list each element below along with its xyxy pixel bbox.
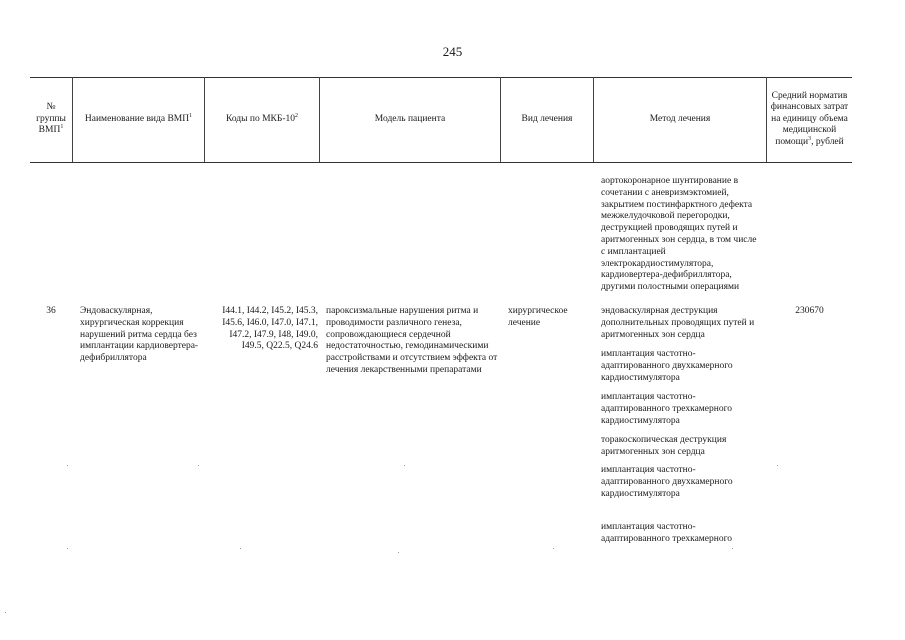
method-item: имплантация частотно-адаптированного трехкамерного bbox=[601, 522, 733, 544]
row-icd-codes: I44.1, I44.2, I45.2, I45.3, I45.6, I46.0, I47.0, I47.1, I47.2, I47.9, I48, I49.0, I49.5, Q22.5, Q24.6 bbox=[222, 306, 318, 352]
method-item: имплантация частотно-адаптированного двухкамерного кардиостимулятора bbox=[601, 349, 733, 383]
header-treatment-method: Метод лечения bbox=[649, 113, 711, 124]
scan-speck bbox=[5, 612, 6, 613]
scan-speck bbox=[198, 465, 199, 466]
scan-speck bbox=[732, 548, 733, 549]
method-item: эндоваскулярная деструкция дополнительных проводящих путей и аритмогенных зон сердца bbox=[601, 306, 755, 340]
page-number: 245 bbox=[442, 44, 463, 59]
row-treatment-type: хирургическое лечение bbox=[508, 306, 568, 328]
method-item: имплантация частотно-адаптированного трехкамерного кардиостимулятора bbox=[601, 392, 733, 426]
header-icd-codes: Коды по МКБ-$10^2$ bbox=[225, 112, 299, 124]
header-cost-norm: Средний норматив финансовых затрат на единицу объема медицинской помощи$^3$, рублей bbox=[770, 90, 849, 147]
scan-speck bbox=[67, 465, 68, 466]
scan-speck bbox=[240, 548, 241, 549]
row-vmp-name: Эндоваскулярная, хирургическая коррекция нарушений ритма сердца без имплантации кардиовертера-дефибриллятора bbox=[80, 306, 199, 364]
method-item: имплантация частотно-адаптированного двухкамерного кардиостимулятора bbox=[601, 465, 733, 499]
scan-speck bbox=[67, 548, 68, 549]
method-item: торакоскопическая деструкция аритмогенных зон сердца bbox=[601, 435, 727, 457]
scan-speck bbox=[404, 465, 405, 466]
header-treatment-type: Вид лечения bbox=[521, 113, 573, 124]
row-patient-model: пароксизмальные нарушения ритма и проводимости различного генеза, сопровождающиеся сердечной недостаточностью, гемодинамическими расстройствами и отсутствием эффекта от лечения лекарственными препаратами bbox=[326, 306, 498, 375]
header-vmp-name: Наименование вида ВМП$^1$ bbox=[84, 112, 193, 124]
scan-speck bbox=[777, 465, 778, 466]
method-item: аортокоронарное шунтирование в сочетании с аневризмэктомией, закрытием постинфарктного дефекта межжелудочковой перегородки, деструкцией проводящих путей и аритмогенных зон сердца, в том числе с имплантацией электрокардиостимулятора, кардиовертера-дефибриллятора, другими полостными операциями bbox=[601, 176, 757, 293]
header-patient-model: Модель пациента bbox=[374, 113, 446, 124]
scan-speck bbox=[398, 552, 399, 553]
row-cost: 230670 bbox=[795, 306, 824, 316]
header-group-no: № группы ВМП$^1$ bbox=[36, 102, 66, 136]
row-group-number: 36 bbox=[46, 306, 56, 316]
scan-speck bbox=[553, 548, 554, 549]
header-bottom-rule bbox=[30, 162, 852, 163]
